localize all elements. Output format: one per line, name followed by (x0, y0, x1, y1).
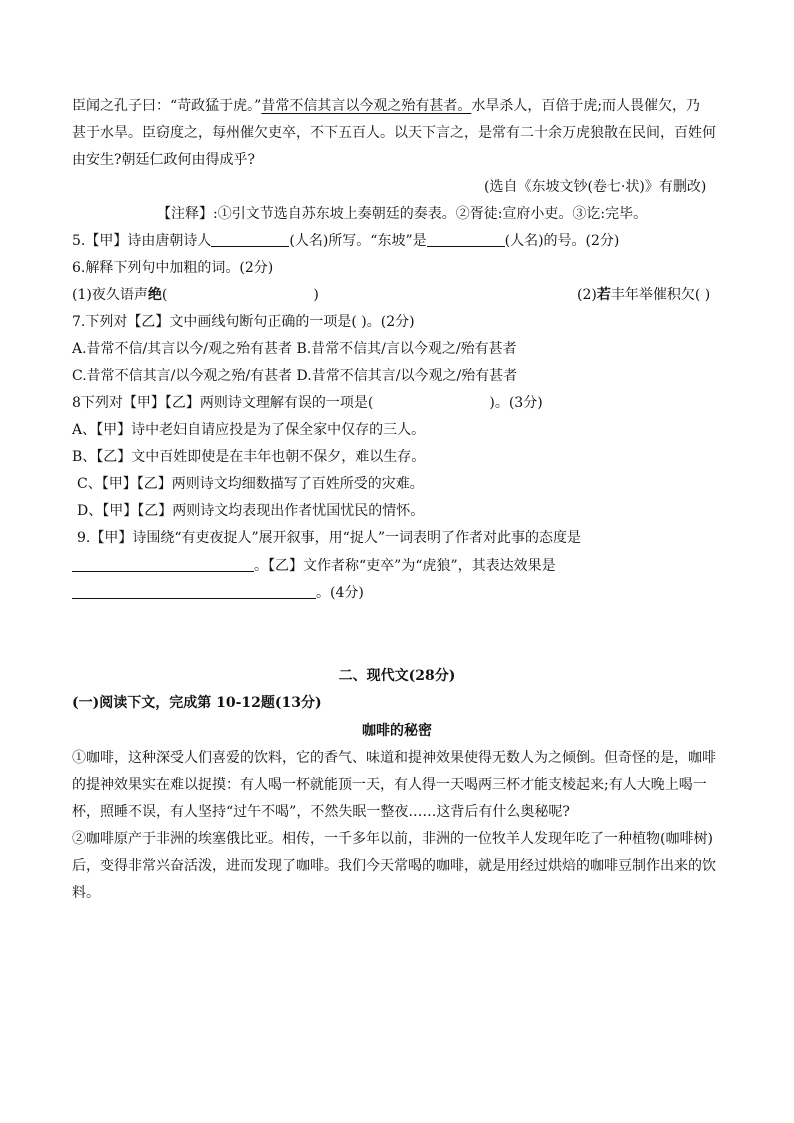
question-8-option-d: D、【甲】【乙】两则诗文均表现出作者忧国忧民的情怀。 (77, 503, 425, 519)
bracket-close: ) (313, 287, 319, 303)
question-6-item-2 (577, 285, 710, 305)
passage-source: (选自《东坡文钞(卷七·状)》有删改) (484, 179, 707, 195)
section-subtitle: (一)阅读下文，完成第 10-12题(13分) (72, 695, 322, 711)
bold-word: 若 (596, 287, 611, 303)
passage-line-2: 甚于水旱。臣窃度之，每州催欠吏卒，不下五百人。以天下言之，是常有二十余万虎狼散在民间，百姓何 (72, 125, 716, 141)
question-text: 8下列对【甲】【乙】两则诗文理解有误的一项是( (72, 395, 374, 411)
article-paragraph-1-line: 杯，照睡不误，有人坚持“过午不喝”，不然失眠一整夜……这背后有什么奥秘呢? (72, 804, 570, 820)
question-5 (72, 231, 619, 251)
answer-blank[interactable] (72, 557, 254, 572)
question-text: (2) (577, 287, 597, 303)
passage-notes: 【注释】:①引文节选自苏东坡上奏朝廷的奏表。②胥徒:宣府小吏。③讫:完毕。 (157, 206, 648, 222)
question-9-line-2 (72, 556, 556, 576)
passage-text: 水旱杀人，百倍于虎;而人畏催欠，乃 (471, 98, 701, 114)
answer-blank[interactable] (72, 584, 316, 599)
bold-word: 绝 (147, 287, 162, 303)
article-paragraph-2-line: 后，变得非常兴奋活泼，进而发现了咖啡。我们今天常喝的咖啡，就是用经过烘焙的咖啡豆制作出来的饮 (72, 858, 716, 874)
question-text: (1)夜久语声 (72, 287, 148, 303)
question-text: (人名)的号。(2分) (504, 233, 620, 249)
question-8-option-c: C、【甲】【乙】两则诗文均细数描写了百姓所受的灾难。 (77, 476, 424, 492)
question-text: 5.【甲】诗由唐朝诗人 (72, 233, 212, 249)
question-text: 丰年举催积欠( ) (610, 287, 711, 303)
article-paragraph-1-line: 的提神效果实在难以捉摸：有人喝一杯就能顶一天，有人得一天喝两三杯才能支棱起来;有人大晚上喝一 (72, 777, 707, 793)
question-text: )。(3分) (489, 395, 543, 411)
answer-blank[interactable] (427, 232, 505, 247)
passage-line-3: 由安生?朝廷仁政何由得成乎? (72, 152, 256, 168)
question-text: 。(4分) (316, 585, 364, 601)
question-8-option-a: A、【甲】诗中老妇自请应投是为了保全家中仅存的三人。 (72, 422, 426, 438)
question-6-item-1 (72, 285, 319, 305)
question-8-option-b: B、【乙】文中百姓即使是在丰年也朝不保夕，难以生存。 (72, 449, 426, 465)
question-7-options-ab: A.昔常不信/其言以今/观之殆有甚者 B.昔常不信其/言以今观之/殆有甚者 (72, 341, 517, 357)
question-text: (人名)所写。“东坡”是 (289, 233, 427, 249)
question-9-line-3 (72, 583, 364, 603)
bracket-open: ( (161, 287, 168, 303)
article-paragraph-1-line: ①咖啡，这种深受人们喜爱的饮料，它的香气、味道和提神效果使得无数人为之倾倒。但奇怪的是，咖啡 (72, 750, 716, 766)
article-title: 咖啡的秘密 (362, 723, 432, 739)
answer-blank[interactable] (211, 232, 289, 247)
question-text: 。【乙】文作者称“吏卒”为“虎狼”，其表达效果是 (254, 558, 556, 574)
article-paragraph-2-line: 料。 (72, 885, 100, 901)
question-6: 6.解释下列句中加粗的词。(2分) (72, 260, 274, 276)
passage-line-1 (72, 96, 700, 116)
underlined-sentence: 昔常不信其言以今观之殆有甚者。 (261, 98, 472, 114)
question-8 (72, 393, 543, 413)
section-title: 二、现代文(28分) (338, 668, 456, 684)
passage-text: 臣闻之孔子曰：“苛政猛于虎。” (72, 98, 262, 114)
article-paragraph-2-line: ②咖啡原产于非洲的埃塞俄比亚。相传，一千多年以前，非洲的一位牧羊人发现年吃了一种植物(咖啡树) (72, 831, 713, 847)
question-7: 7.下列对【乙】文中画线句断句正确的一项是( )。(2分) (72, 314, 415, 330)
question-9: 9.【甲】诗围绕“有吏夜捉人”展开叙事，用“捉人”一词表明了作者对此事的态度是 (77, 530, 581, 546)
question-7-options-cd: C.昔常不信其言/以今观之殆/有甚者 D.昔常不信其言/以今观之/殆有甚者 (72, 368, 518, 384)
